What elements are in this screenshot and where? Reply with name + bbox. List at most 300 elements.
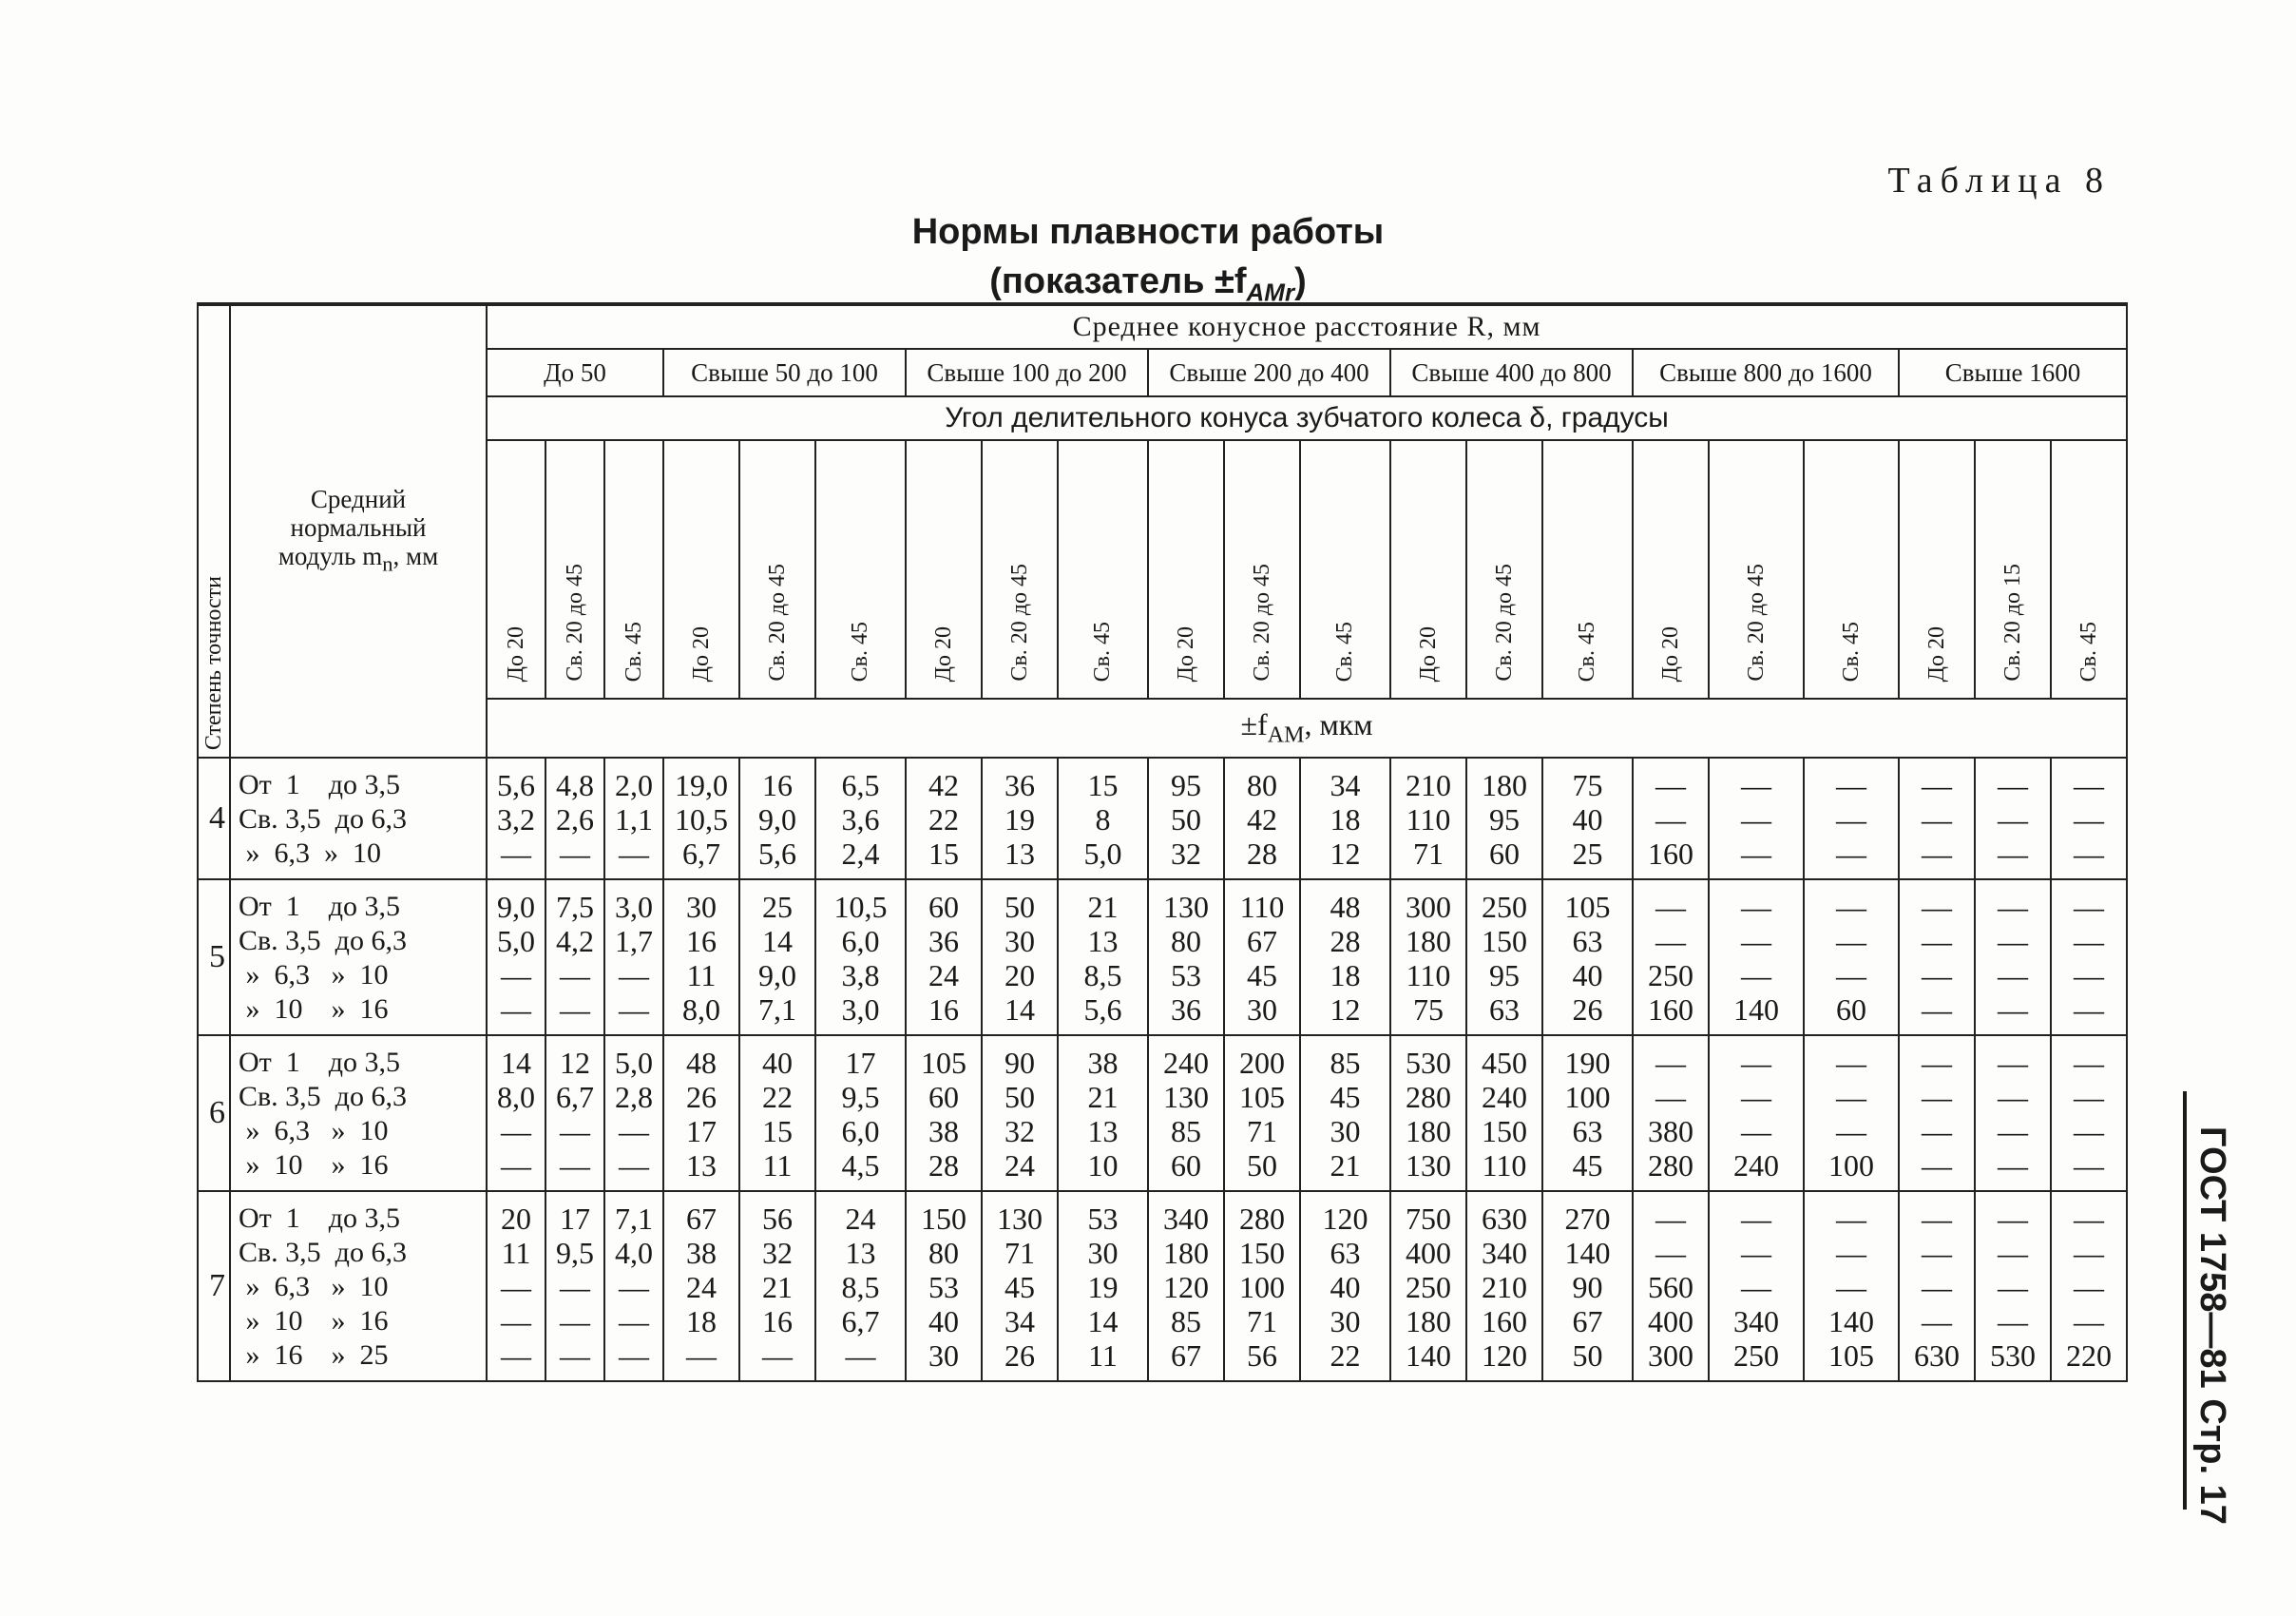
tolerance-value: 340 <box>1482 1236 1527 1270</box>
value-column-cell <box>1975 1035 2051 1191</box>
value-column-cell <box>1148 758 1224 879</box>
tolerance-value: 140 <box>1733 992 1779 1027</box>
tolerance-value: 13 <box>1087 1114 1119 1148</box>
value-column-cell <box>739 1035 815 1191</box>
tolerance-value: 90 <box>1004 1046 1035 1080</box>
tolerance-value: 67 <box>686 1202 717 1236</box>
tolerance-value: 150 <box>1482 1114 1527 1148</box>
tolerance-value: — <box>501 837 531 871</box>
tolerance-value: 26 <box>1004 1338 1035 1373</box>
tolerance-value: 1,1 <box>615 802 653 837</box>
tolerance-value: 21 <box>1087 1080 1119 1114</box>
tolerance-value: — <box>1655 1080 1686 1114</box>
tolerance-value: 11 <box>501 1236 531 1270</box>
tolerance-value: 10,5 <box>833 890 888 924</box>
value-column-cell <box>982 879 1058 1035</box>
tolerance-value: — <box>560 1270 590 1304</box>
tolerance-value: 56 <box>1247 1338 1277 1373</box>
tolerance-value: 250 <box>1482 890 1527 924</box>
tolerance-value: 110 <box>1406 958 1451 992</box>
tolerance-value: 40 <box>1330 1270 1361 1304</box>
tolerance-value: — <box>1998 1270 2028 1304</box>
tolerance-value: 15 <box>928 837 959 871</box>
tolerance-value: — <box>762 1338 793 1373</box>
tolerance-value: 3,0 <box>841 992 880 1027</box>
tolerance-value: 13 <box>686 1148 717 1183</box>
tolerance-value: 34 <box>1330 768 1361 802</box>
angle-header: Св. 20 до 45 <box>545 440 604 699</box>
tolerance-value: — <box>1998 924 2028 958</box>
value-column-cell <box>604 1035 663 1191</box>
value-column-cell <box>1542 1191 1633 1381</box>
tolerance-value: 32 <box>1004 1114 1035 1148</box>
tolerance-value: — <box>1998 1148 2028 1183</box>
tolerance-value: — <box>1998 837 2028 871</box>
value-column-cell <box>982 1035 1058 1191</box>
value-column-cell <box>1224 1035 1300 1191</box>
value-column-cell <box>1633 758 1709 879</box>
tolerance-value: — <box>619 958 649 992</box>
tolerance-value: 105 <box>1239 1080 1285 1114</box>
tolerance-value: 13 <box>845 1236 876 1270</box>
value-column-cell <box>1709 1035 1804 1191</box>
tolerance-value: 240 <box>1163 1046 1209 1080</box>
tolerance-value: — <box>1922 1114 1952 1148</box>
tolerance-value: 40 <box>928 1304 959 1338</box>
tolerance-value: — <box>501 992 531 1027</box>
range-header: Свыше 50 до 100 <box>663 349 906 396</box>
tolerance-value: 16 <box>686 924 717 958</box>
tolerance-value: 12 <box>1330 837 1361 871</box>
tolerance-value: 32 <box>1171 837 1201 871</box>
tolerance-value: 100 <box>1828 1148 1874 1183</box>
tolerance-value: — <box>501 1270 531 1304</box>
tolerance-value: — <box>501 1338 531 1373</box>
tolerance-value: — <box>1922 1202 1952 1236</box>
tolerance-value: 630 <box>1482 1202 1527 1236</box>
tolerance-value: 5,6 <box>758 837 796 871</box>
tolerance-value: 26 <box>686 1080 717 1114</box>
table-title <box>0 207 2296 317</box>
value-column-cell <box>1224 1191 1300 1381</box>
value-column-cell <box>815 1035 906 1191</box>
tolerance-value: — <box>2074 837 2105 871</box>
tolerance-value: 30 <box>1087 1236 1119 1270</box>
tolerance-value: 30 <box>1004 924 1035 958</box>
tolerance-value: 95 <box>1489 958 1520 992</box>
tolerance-value: 110 <box>1482 1148 1527 1183</box>
tolerance-value: 53 <box>1171 958 1201 992</box>
tolerance-value: 130 <box>997 1202 1043 1236</box>
value-column-cell <box>739 879 815 1035</box>
tolerance-value: 16 <box>762 768 793 802</box>
tolerance-value: 71 <box>1413 837 1444 871</box>
tolerance-value: — <box>1998 1080 2028 1114</box>
tolerance-value: 40 <box>762 1046 793 1080</box>
tolerance-value: 71 <box>1004 1236 1035 1270</box>
angle-header: До 20 <box>1148 440 1224 699</box>
tolerance-value: 60 <box>928 1080 959 1114</box>
angle-header: До 20 <box>1633 440 1709 699</box>
value-column-cell <box>1390 1191 1466 1381</box>
tolerance-value: 53 <box>1087 1202 1119 1236</box>
tolerance-value: 530 <box>1406 1046 1451 1080</box>
unit-header: $\pm f_{AM}$, мкм <box>487 699 2127 758</box>
tolerance-value: 380 <box>1648 1114 1693 1148</box>
tolerance-value: 7,5 <box>556 890 594 924</box>
degree-column-header: Степень точности <box>198 304 230 758</box>
tolerance-value: 24 <box>928 958 959 992</box>
value-column-cell <box>1709 758 1804 879</box>
tolerance-value: 50 <box>1572 1338 1603 1373</box>
tolerance-value: 60 <box>928 890 959 924</box>
tolerance-value: 750 <box>1406 1202 1451 1236</box>
tolerance-value: 120 <box>1163 1270 1209 1304</box>
value-column-cell <box>1975 1191 2051 1381</box>
value-column-cell <box>545 1191 604 1381</box>
tolerance-value: — <box>1922 1080 1952 1114</box>
value-column-cell <box>663 1191 739 1381</box>
tolerance-value: — <box>1655 802 1686 837</box>
tolerance-value: 160 <box>1648 992 1693 1027</box>
tolerance-value: 300 <box>1406 890 1451 924</box>
tolerance-value: 180 <box>1406 1114 1451 1148</box>
tolerance-value: — <box>1741 958 1771 992</box>
tolerance-value: 560 <box>1648 1270 1693 1304</box>
tolerance-value: — <box>2074 958 2105 992</box>
tolerance-value: 63 <box>1330 1236 1361 1270</box>
value-column-cell <box>2051 758 2127 879</box>
angle-header: До 20 <box>487 440 545 699</box>
tolerance-value: 53 <box>928 1270 959 1304</box>
tolerance-value: 340 <box>1163 1202 1209 1236</box>
tolerance-value: — <box>1741 1114 1771 1148</box>
tolerance-value: 140 <box>1828 1304 1874 1338</box>
value-column-cell <box>545 879 604 1035</box>
tolerance-value: — <box>1655 768 1686 802</box>
value-column-cell <box>1148 1035 1224 1191</box>
tolerance-value: 5,0 <box>1083 837 1122 871</box>
tolerance-value: — <box>560 837 590 871</box>
tolerance-value: — <box>560 958 590 992</box>
tolerance-value: 17 <box>686 1114 717 1148</box>
value-column-cell <box>906 879 982 1035</box>
module-column-header: Средний нормальный модуль $m_n$, мм <box>230 304 487 758</box>
tolerance-value: — <box>1922 1046 1952 1080</box>
tolerance-value: — <box>686 1338 717 1373</box>
tolerance-value: 150 <box>1482 924 1527 958</box>
tolerance-value: 71 <box>1247 1304 1277 1338</box>
tolerance-value: — <box>1741 1080 1771 1114</box>
tolerance-value: 16 <box>928 992 959 1027</box>
tolerance-value: — <box>1998 1236 2028 1270</box>
tolerance-value: — <box>1922 890 1952 924</box>
tolerance-value: — <box>560 1148 590 1183</box>
tolerance-value: 2,4 <box>841 837 880 871</box>
tolerance-value: 19 <box>1087 1270 1119 1304</box>
tolerance-value: 48 <box>1330 890 1361 924</box>
value-column-cell <box>663 879 739 1035</box>
tolerance-value: 56 <box>762 1202 793 1236</box>
tolerance-value: 19 <box>1004 802 1035 837</box>
tolerance-value: 45 <box>1004 1270 1035 1304</box>
tolerance-value: 10 <box>1087 1148 1119 1183</box>
tolerance-value: 80 <box>1247 768 1277 802</box>
tolerance-value: 60 <box>1489 837 1520 871</box>
value-column-cell <box>1542 758 1633 879</box>
tolerance-value: 340 <box>1733 1304 1779 1338</box>
tolerance-value: 150 <box>1239 1236 1285 1270</box>
value-column-cell <box>1804 1035 1899 1191</box>
tolerance-value: 45 <box>1247 958 1277 992</box>
tolerance-value: — <box>1836 837 1866 871</box>
tolerance-value: — <box>619 837 649 871</box>
tolerance-value: 270 <box>1564 1202 1611 1236</box>
tolerance-value: 18 <box>686 1304 717 1338</box>
tolerance-value: 280 <box>1406 1080 1451 1114</box>
tolerance-value: 20 <box>1004 958 1035 992</box>
tolerance-value: 60 <box>1836 992 1866 1027</box>
tolerance-value: — <box>1741 1270 1771 1304</box>
value-column-cell <box>1633 1035 1709 1191</box>
tolerance-value: 30 <box>1247 992 1277 1027</box>
angle-header: До 20 <box>1899 440 1975 699</box>
tolerance-value: — <box>619 1270 649 1304</box>
tolerance-value: 28 <box>928 1148 959 1183</box>
tolerance-value: 210 <box>1406 768 1451 802</box>
angle-group-header: Угол делительного конуса зубчатого колеса δ, градусы <box>487 396 2127 440</box>
tolerance-value: 180 <box>1482 768 1527 802</box>
tolerance-value: 110 <box>1406 802 1451 837</box>
value-column-cell <box>2051 1035 2127 1191</box>
tolerance-value: 6,0 <box>841 1114 880 1148</box>
tolerance-value: 40 <box>1572 802 1603 837</box>
tolerance-value: 42 <box>1247 802 1277 837</box>
value-column-cell <box>604 758 663 879</box>
tolerance-value: 240 <box>1733 1148 1779 1183</box>
value-column-cell <box>1633 1191 1709 1381</box>
tolerance-value: — <box>501 958 531 992</box>
value-column-cell <box>487 879 545 1035</box>
accuracy-group-row <box>198 1191 2127 1381</box>
tolerance-value: 3,0 <box>615 890 653 924</box>
tolerance-value: 18 <box>1330 802 1361 837</box>
tolerance-value: 105 <box>921 1046 966 1080</box>
value-column-cell <box>2051 1191 2127 1381</box>
value-column-cell <box>604 879 663 1035</box>
tolerance-value: — <box>1836 1046 1866 1080</box>
value-column-cell <box>1899 1191 1975 1381</box>
tolerance-value: 2,8 <box>615 1080 653 1114</box>
value-column-cell <box>1148 1191 1224 1381</box>
tolerance-value: — <box>1998 768 2028 802</box>
tolerance-value: 75 <box>1413 992 1444 1027</box>
tolerance-value: 16 <box>762 1304 793 1338</box>
tolerance-value: — <box>1998 1114 2028 1148</box>
value-column-cell <box>1300 1035 1390 1191</box>
value-column-cell <box>906 1035 982 1191</box>
accuracy-degree: 6 <box>198 1035 230 1191</box>
tolerance-value: — <box>1836 1236 1866 1270</box>
accuracy-group-row <box>198 879 2127 1035</box>
value-column-cell <box>1899 879 1975 1035</box>
module-ranges: От 1 до 3,5 Св. 3,5 до 6,3 » 6,3 » 10 » 10 » 16 » 16 » 25 <box>230 1191 487 1381</box>
tolerance-value: — <box>1741 837 1771 871</box>
value-column-cell <box>1300 758 1390 879</box>
tolerance-value: 22 <box>762 1080 793 1114</box>
angle-header: Св. 20 до 45 <box>1709 440 1804 699</box>
tolerance-value: 160 <box>1648 837 1693 871</box>
value-column-cell <box>1633 879 1709 1035</box>
tolerance-value: — <box>1922 1270 1952 1304</box>
value-column-cell <box>1899 1035 1975 1191</box>
tolerance-value: 50 <box>1247 1148 1277 1183</box>
tolerance-value: 530 <box>1990 1338 2036 1373</box>
tolerance-value: 14 <box>762 924 793 958</box>
tolerance-value: 18 <box>1330 958 1361 992</box>
tolerance-value: 120 <box>1482 1338 1527 1373</box>
tolerance-value: 300 <box>1648 1338 1693 1373</box>
tolerance-value: 85 <box>1171 1304 1201 1338</box>
tolerance-value: 9,5 <box>841 1080 880 1114</box>
tolerance-value: 50 <box>1004 1080 1035 1114</box>
tolerance-value: — <box>1922 1304 1952 1338</box>
tolerance-value: 36 <box>1004 768 1035 802</box>
tolerance-value: — <box>1836 890 1866 924</box>
value-column-cell <box>1466 1191 1542 1381</box>
tolerance-value: — <box>2074 1148 2105 1183</box>
accuracy-degree: 5 <box>198 879 230 1035</box>
tolerance-value: 11 <box>1088 1338 1118 1373</box>
tolerance-value: 1,7 <box>615 924 653 958</box>
table-number: Таблица 8 <box>1887 161 2111 201</box>
tolerance-value: 34 <box>1004 1304 1035 1338</box>
accuracy-degree: 4 <box>198 758 230 879</box>
tolerance-value: 130 <box>1406 1148 1451 1183</box>
value-column-cell <box>663 758 739 879</box>
tolerance-value: — <box>1998 958 2028 992</box>
tolerance-value: — <box>2074 1114 2105 1148</box>
angle-header: До 20 <box>1390 440 1466 699</box>
tolerance-value: — <box>1998 1202 2028 1236</box>
tolerance-value: 36 <box>1171 992 1201 1027</box>
tolerance-value: 67 <box>1171 1338 1201 1373</box>
value-column-cell <box>1804 758 1899 879</box>
tolerance-value: 7,1 <box>615 1202 653 1236</box>
tolerance-value: 11 <box>762 1148 793 1183</box>
tolerance-value: — <box>1655 1202 1686 1236</box>
tolerance-value: — <box>560 1304 590 1338</box>
value-column-cell <box>739 758 815 879</box>
tolerance-value: 9,0 <box>758 802 796 837</box>
tolerance-value: — <box>501 1304 531 1338</box>
tolerance-value: 250 <box>1648 958 1693 992</box>
tolerance-value: 85 <box>1330 1046 1361 1080</box>
range-header: До 50 <box>487 349 663 396</box>
tolerance-value: 140 <box>1406 1338 1451 1373</box>
tolerance-value: — <box>1655 1236 1686 1270</box>
tolerance-value: — <box>1741 1236 1771 1270</box>
tolerance-value: — <box>1922 837 1952 871</box>
tolerance-value: 38 <box>686 1236 717 1270</box>
tolerance-value: 180 <box>1406 924 1451 958</box>
value-column-cell <box>2051 879 2127 1035</box>
tolerance-value: 8,5 <box>1083 958 1122 992</box>
tolerance-value: — <box>2074 992 2105 1027</box>
value-column-cell <box>982 1191 1058 1381</box>
tolerance-value: 95 <box>1489 802 1520 837</box>
value-column-cell <box>1899 758 1975 879</box>
tolerance-value: 71 <box>1247 1114 1277 1148</box>
tolerance-value: — <box>2074 1304 2105 1338</box>
tolerance-value: 24 <box>1004 1148 1035 1183</box>
tolerance-value: — <box>501 1114 531 1148</box>
tolerance-value: — <box>1836 1202 1866 1236</box>
tolerance-value: — <box>1836 1114 1866 1148</box>
angle-header: Св. 45 <box>815 440 906 699</box>
tolerance-value: — <box>2074 802 2105 837</box>
tolerance-value: 280 <box>1648 1148 1693 1183</box>
tolerance-value: 90 <box>1572 1270 1603 1304</box>
accuracy-group-row <box>198 1035 2127 1191</box>
value-column-cell <box>906 1191 982 1381</box>
tolerance-value: 60 <box>1171 1148 1201 1183</box>
tolerance-value: 105 <box>1564 890 1611 924</box>
tolerance-value: 25 <box>1572 837 1603 871</box>
tolerance-value: 13 <box>1004 837 1035 871</box>
tolerance-value: 220 <box>2066 1338 2113 1373</box>
angle-header: Св. 20 до 45 <box>739 440 815 699</box>
tolerance-value: — <box>619 1148 649 1183</box>
value-column-cell <box>1058 1191 1148 1381</box>
tolerance-value: 45 <box>1572 1148 1603 1183</box>
tolerance-value: 4,5 <box>841 1148 880 1183</box>
tolerance-value: — <box>1998 992 2028 1027</box>
tolerance-value: 38 <box>928 1114 959 1148</box>
value-column-cell <box>487 1191 545 1381</box>
tolerance-value: 50 <box>1171 802 1201 837</box>
value-column-cell <box>906 758 982 879</box>
value-column-cell <box>815 758 906 879</box>
tolerance-value: — <box>2074 1202 2105 1236</box>
tolerance-value: 30 <box>686 890 717 924</box>
tolerance-value: 5,0 <box>615 1046 653 1080</box>
accuracy-group-row <box>198 758 2127 879</box>
tolerance-value: 24 <box>845 1202 876 1236</box>
value-column-cell <box>1466 758 1542 879</box>
tolerance-value: — <box>1922 992 1952 1027</box>
value-column-cell <box>487 758 545 879</box>
tolerance-value: 28 <box>1247 837 1277 871</box>
tolerance-value: — <box>560 1338 590 1373</box>
tolerance-value: — <box>1922 802 1952 837</box>
tolerance-value: — <box>1741 890 1771 924</box>
tolerance-value: 8 <box>1095 802 1111 837</box>
tolerance-value: 9,0 <box>497 890 535 924</box>
tolerance-value: 240 <box>1482 1080 1527 1114</box>
value-column-cell <box>1224 879 1300 1035</box>
tolerance-value: 6,5 <box>841 768 880 802</box>
tolerance-value: 63 <box>1489 992 1520 1027</box>
tolerance-value: 20 <box>501 1202 531 1236</box>
tolerance-value: 3,2 <box>497 802 535 837</box>
value-column-cell <box>1300 1191 1390 1381</box>
value-column-cell <box>1390 879 1466 1035</box>
tolerance-value: 5,6 <box>1083 992 1122 1027</box>
tolerance-value: 40 <box>1572 958 1603 992</box>
tolerance-value: — <box>1922 924 1952 958</box>
tolerance-value: — <box>501 1148 531 1183</box>
